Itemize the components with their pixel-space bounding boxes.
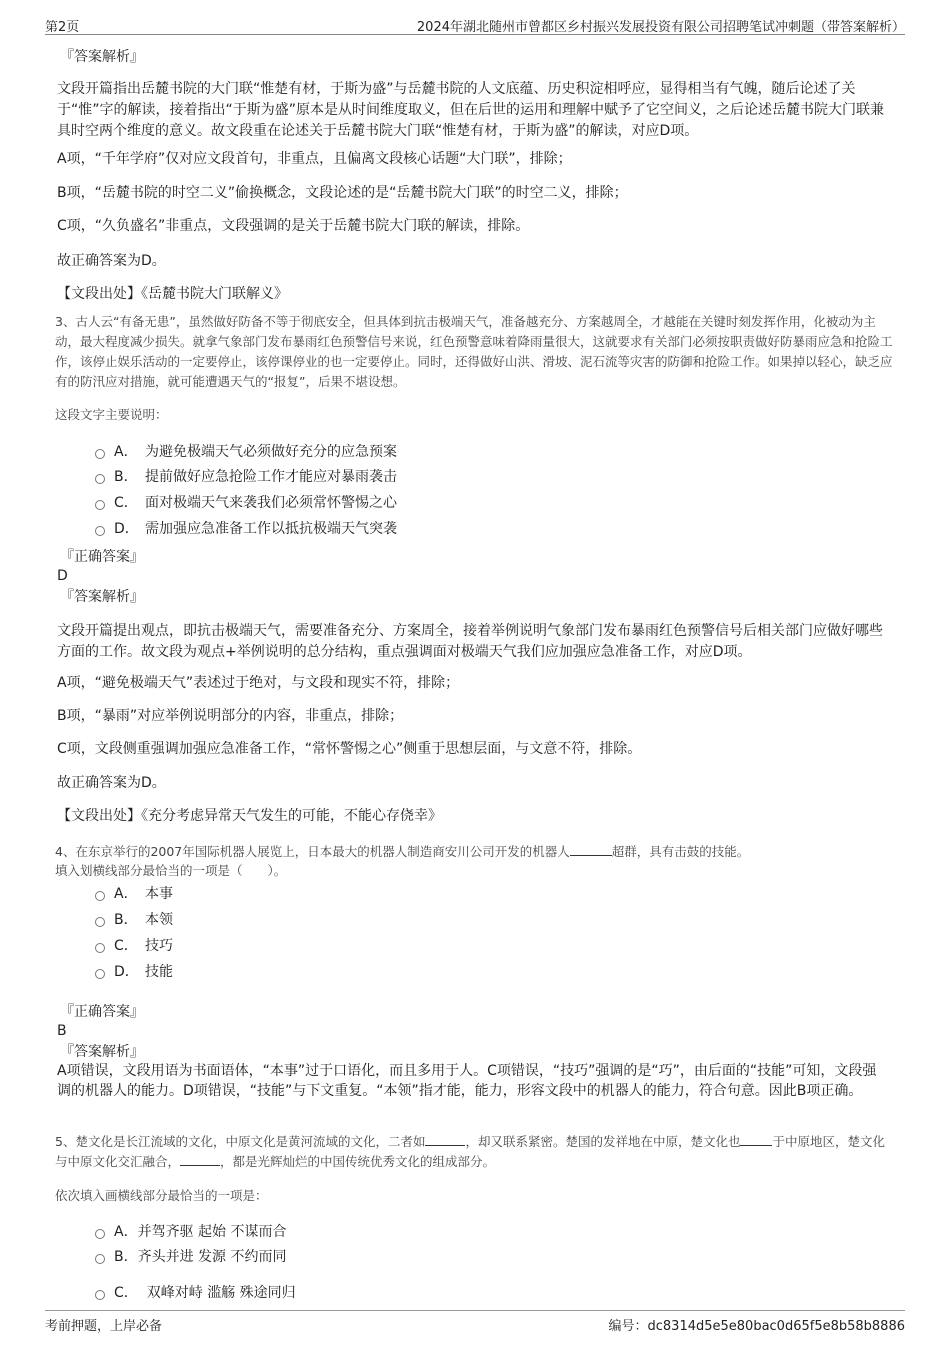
fill-blank <box>570 842 612 856</box>
q3-answer: D <box>57 568 68 584</box>
q2-analysis-text: 文段开篇指出岳麓书院的大门联“惟楚有材，于斯为盛”与岳麓书院的人文底蕴、历史积淀相呼应，显得相当有气魄，随后论述了关于“惟”字的解读，接着指出“于斯为盛”原本是从时间维度取义，但在后世的运用和理解中赋予了它空间义，之后论述岳麓书院大门联兼具时空两个维度的意义。故文段重在论述关于岳麓书院大门联“惟楚有材，于斯为盛”的解读，对应D项。 <box>57 81 885 139</box>
q3-option-c-note: C项，文段侧重强调加强应急准备工作，“常怀警惕之心”侧重于思想层面，与文意不符，排除。 <box>57 741 642 757</box>
q3-analysis-label: 『答案解析』 <box>60 589 144 605</box>
q5-prompt: 依次填入画横线部分最恰当的一项是： <box>55 1188 268 1203</box>
page-header <box>45 14 905 35</box>
document-title: 2024年湖北随州市曾都区乡村振兴发展投资有限公司招聘笔试冲刺题（带答案解析） <box>416 20 905 35</box>
q2-conclusion: 故正确答案为D。 <box>57 253 166 269</box>
fill-blank <box>740 1132 772 1146</box>
q4-analysis-text: A项错误，文段用语为书面语体，“本事”过于口语化，而且多用于人。C项错误，“技巧”强调的是“巧”，由后面的“技能”可知，文段强调的机器人的能力。D项错误，“技能”与下文重复。“本领”指才能，能力，形容文段中的机器人的能力，符合句意。因此B项正确。 <box>57 1063 877 1099</box>
q4-answer-label: 『正确答案』 <box>60 1004 144 1020</box>
q3-conclusion: 故正确答案为D。 <box>57 775 166 791</box>
radio-icon[interactable] <box>95 474 105 484</box>
fill-blank <box>180 1152 220 1166</box>
q3-prompt: 这段文字主要说明： <box>55 407 168 422</box>
q3-analysis-text: 文段开篇提出观点，即抗击极端天气，需要准备充分、方案周全，接着举例说明气象部门发布暴雨红色预警信号后相关部门应做好哪些方面的工作。故文段为观点+举例说明的总分结构，重点强调面对极端天气我们应加强应急准备工作，对应D项。 <box>57 623 883 660</box>
radio-icon[interactable] <box>95 917 105 927</box>
document-id: 编号：dc8314d5e5e80bac0d65f5e8b58b8886 <box>608 1319 905 1334</box>
q5-option-b[interactable]: B．齐头并进 发源 不约而同 <box>95 1246 287 1268</box>
footer-slogan: 考前押题，上岸必备 <box>45 1319 163 1334</box>
q4-option-a[interactable]: A． 本事 <box>95 883 173 905</box>
q2-option-b-note: B项，“岳麓书院的时空二义”偷换概念，文段论述的是“岳麓书院大门联”的时空二义，排除； <box>57 185 628 201</box>
radio-icon[interactable] <box>95 1254 105 1264</box>
q3-option-c[interactable]: C． 面对极端天气来袭我们必须常怀警惕之心 <box>95 492 397 514</box>
q4-prompt: 填入划横线部分最恰当的一项是（ ）。 <box>55 863 287 878</box>
radio-icon[interactable] <box>95 1290 105 1300</box>
q2-option-c-note: C项，“久负盛名”非重点，文段强调的是关于岳麓书院大门联的解读，排除。 <box>57 218 530 234</box>
q2-source: 【文段出处】《岳麓书院大门联解义》 <box>57 286 288 302</box>
radio-icon[interactable] <box>95 449 105 459</box>
radio-icon[interactable] <box>95 500 105 510</box>
q2-option-a-note: A项，“千年学府”仅对应文段首句，非重点，且偏离文段核心话题“大门联”，排除； <box>57 151 572 167</box>
q3-option-a-note: A项，“避免极端天气”表述过于绝对，与文段和现实不符，排除； <box>57 675 460 691</box>
q2-analysis-label: 『答案解析』 <box>60 49 144 65</box>
page-footer <box>45 1310 905 1335</box>
q4-stem: 4、在东京举行的2007年国际机器人展览上，日本最大的机器人制造商安川公司开发的机器人 超群，具有击鼓的技能。 <box>55 844 750 859</box>
page-number: 第2页 <box>45 20 80 35</box>
radio-icon[interactable] <box>95 891 105 901</box>
q3-stem: 3、古人云“有备无患”，虽然做好防备不等于彻底安全，但具体到抗击极端天气，准备越充分、方案越周全，才越能在关键时刻发挥作用，化被动为主动，最大程度减少损失。就拿气象部门发布暴雨红色预警信号来说，红色预警意味着降雨量很大，这就要求有关部门必须按职责做好防暴雨应急和抢险工作，该停止娱乐活动的一定要停止，该停课停业的也一定要停止。同时，还得做好山洪、滑坡、泥石流等灾害的防御和抢险工作。如果掉以轻心，缺乏应有的防汛应对措施，就可能遭遇天气的“报复”，后果不堪设想。 <box>55 314 893 389</box>
q3-option-b[interactable]: B． 提前做好应急抢险工作才能应对暴雨袭击 <box>95 466 397 488</box>
q3-option-a[interactable]: A． 为避免极端天气必须做好充分的应急预案 <box>95 441 397 463</box>
q4-option-b[interactable]: B． 本领 <box>95 909 173 931</box>
q5-stem: 5、楚文化是长江流域的文化，中原文化是黄河流域的文化，二者如 ，却又联系紧密。楚国的发祥地在中原，楚文化也 于中原地区，楚文化与中原文化交汇融合， ，都是光辉灿烂的中国传统优秀文化的组成部分。 <box>55 1134 885 1169</box>
q4-option-c[interactable]: C． 技巧 <box>95 935 173 957</box>
q4-option-d[interactable]: D． 技能 <box>95 961 173 983</box>
q3-answer-label: 『正确答案』 <box>60 549 144 565</box>
q5-option-a[interactable]: A．并驾齐驱 起始 不谋而合 <box>95 1221 286 1243</box>
q3-option-b-note: B项，“暴雨”对应举例说明部分的内容，非重点，排除； <box>57 708 404 724</box>
q3-source: 【文段出处】《充分考虑异常天气发生的可能，不能心存侥幸》 <box>57 808 442 824</box>
radio-icon[interactable] <box>95 943 105 953</box>
q5-option-c[interactable]: C． 双峰对峙 滥觞 殊途同归 <box>95 1282 296 1304</box>
radio-icon[interactable] <box>95 969 105 979</box>
fill-blank <box>425 1132 465 1146</box>
q4-answer: B <box>57 1023 67 1039</box>
q4-analysis-label: 『答案解析』 <box>60 1044 144 1060</box>
radio-icon[interactable] <box>95 526 105 536</box>
radio-icon[interactable] <box>95 1229 105 1239</box>
q3-option-d[interactable]: D． 需加强应急准备工作以抵抗极端天气突袭 <box>95 518 397 540</box>
